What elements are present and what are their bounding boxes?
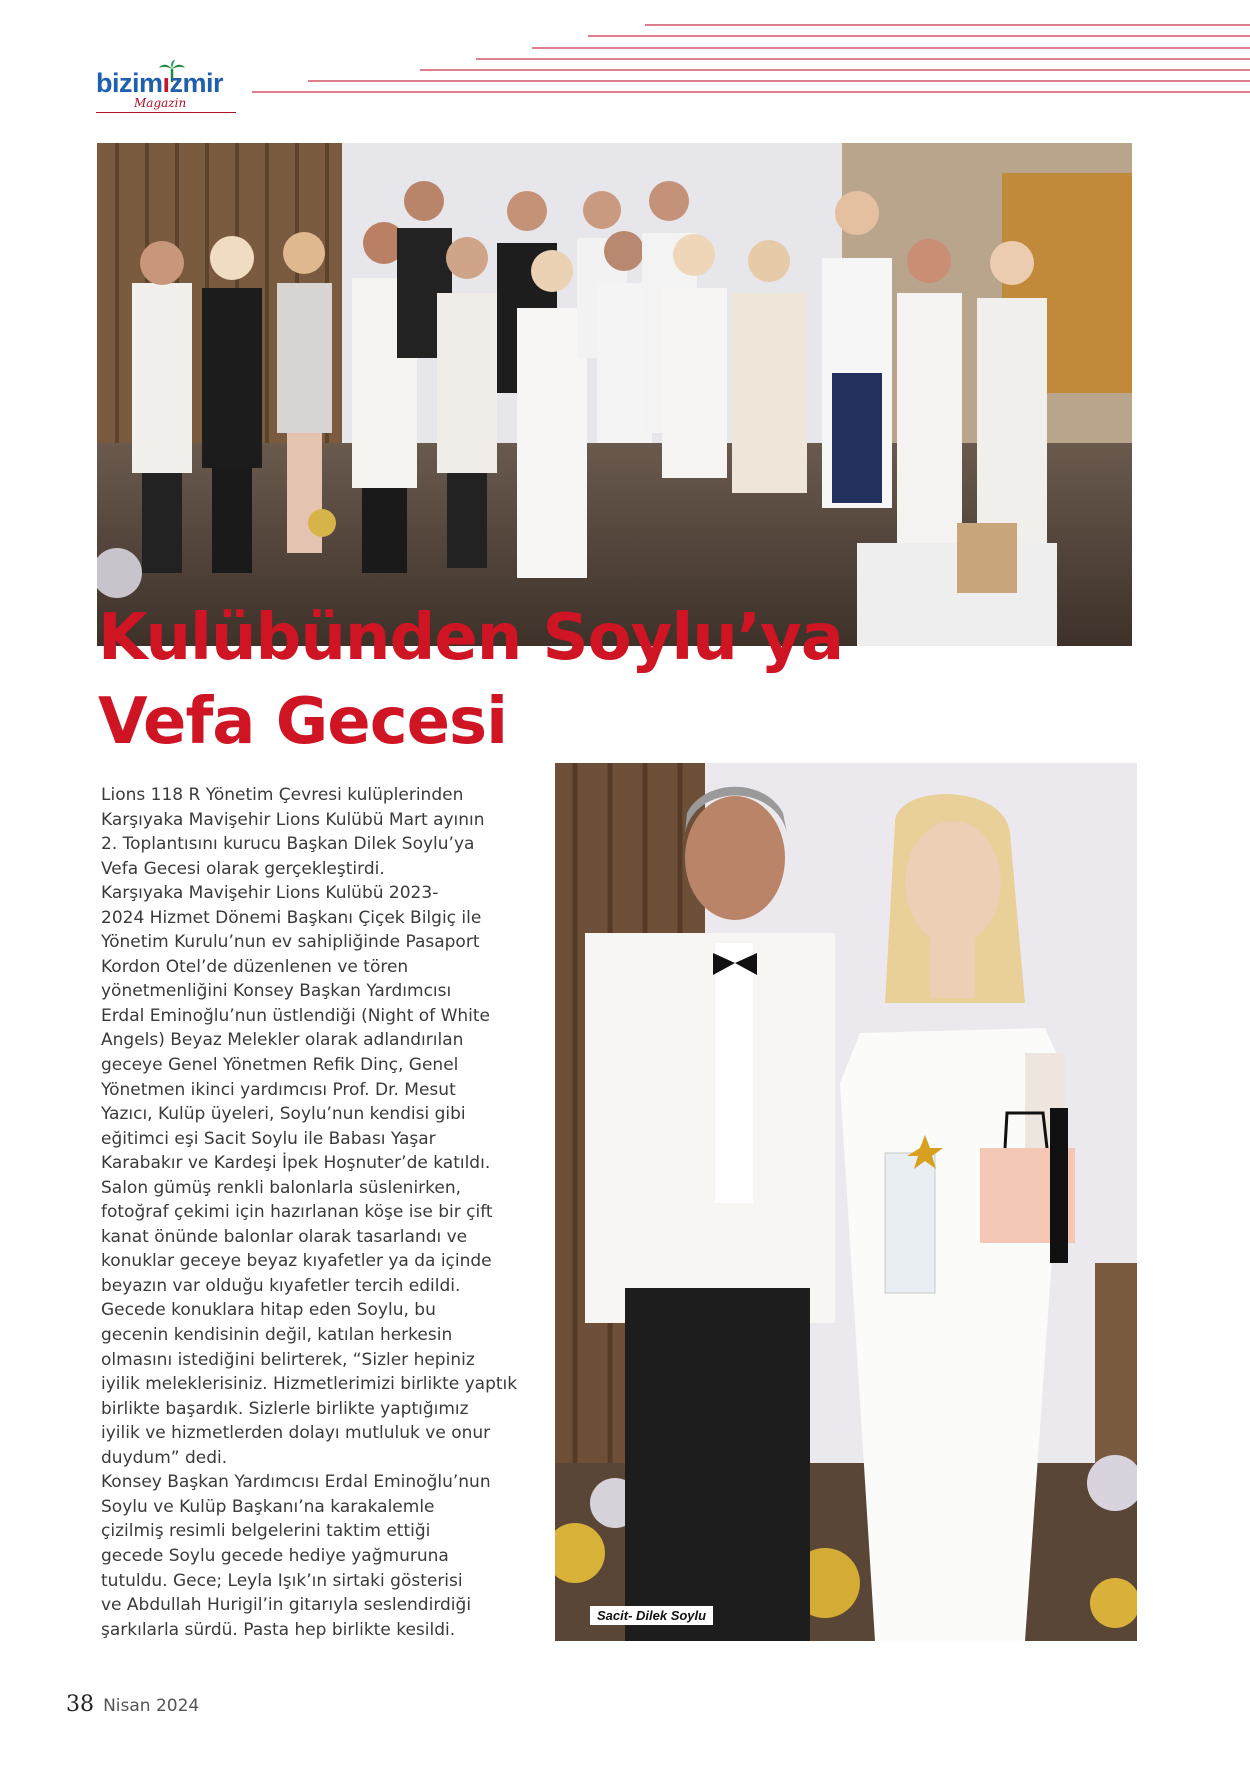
logo-text-part1: bizim [96, 68, 163, 98]
headline-line-1: Kulübünden Soylu’ya [98, 601, 844, 675]
magazine-logo: bizimızmir Magazin [96, 60, 246, 115]
page-footer [66, 1692, 199, 1717]
headline-line-2: Vefa Gecesi [98, 685, 508, 759]
logo-text-part2: zmir [169, 68, 224, 98]
article-body: Lions 118 R Yönetim Çevresi kulüplerinden Karşıyaka Mavişehir Lions Kulübü Mart ayının 2. Toplantısını kurucu Başkan Dilek Soylu’ya Vefa Gecesi olarak gerçekleştirdi. Karşıyaka Mavişehir Lions Kulübü 2023- 2024 Hizmet Dönemi Başkanı Çiçek Bilgiç ile Yönetim Kurulu’nun ev sahipliğinde Pasaport Kordon Otel’de düzenlenen ve tören yönetmenliğini Konsey Başkan Yardımcısı Erdal Eminoğlu’nun üstlendiği (Night of White Angels) Beyaz Melekler olarak adlandırılan geceye Genel Yönetmen Refik Dinç, Genel Yönetmen ikinci yardımcısı Prof. Dr. Mesut Yazıcı, Kulüp üyeleri, Soylu’nun kendisi gibi eğitimci eşi Sacit Soylu ile Babası Yaşar Karabakır ve Kardeşi İpek Hoşnuter’de katıldı. Salon gümüş renkli balonlarla süslenirken, fotoğraf çekimi için hazırlanan köşe ise bir çift kanat önünde balonlar olarak tasarlandı ve konuklar geceye beyaz kıyafetler ya da içinde beyazın var olduğu kıyafetler tercih edildi. Gecede konuklara hitap eden Soylu, bu gecenin kendisinin değil, katılan herkesin olmasını istediğini belirterek, “Sizler hepiniz iyilik meleklerisiniz. Hizmetlerimizi birlikte yaptık birlikte başardık. Sizlerle birlikte yaptığımız iyilik ve hizmetlerden dolayı mutluluk ve onur duydum” dedi. Konsey Başkan Yardımcısı Erdal Eminoğlu’nun Soylu ve Kulüp Başkanı’na karakalemle çizilmiş resimli belgelerini taktim ettiği gecede Soylu gecede hediye yağmuruna tutuldu. Gece; Leyla Işık’ın sirtaki gösterisi ve Abdullah Hurigil’in gitarıyla seslendirdiği şarkılarla sürdü. Pasta hep birlikte kesildi. [101, 785, 518, 1640]
page-number: 38 [66, 1692, 94, 1717]
couple-photo [555, 763, 1137, 1641]
group-photo [97, 143, 1132, 646]
photo-caption: Sacit- Dilek Soylu [590, 1606, 713, 1625]
article-headline [98, 596, 1148, 764]
logo-tagline: Magazin [134, 96, 187, 110]
issue-date: Nisan 2024 [103, 1696, 200, 1716]
logo-underline [96, 112, 236, 113]
